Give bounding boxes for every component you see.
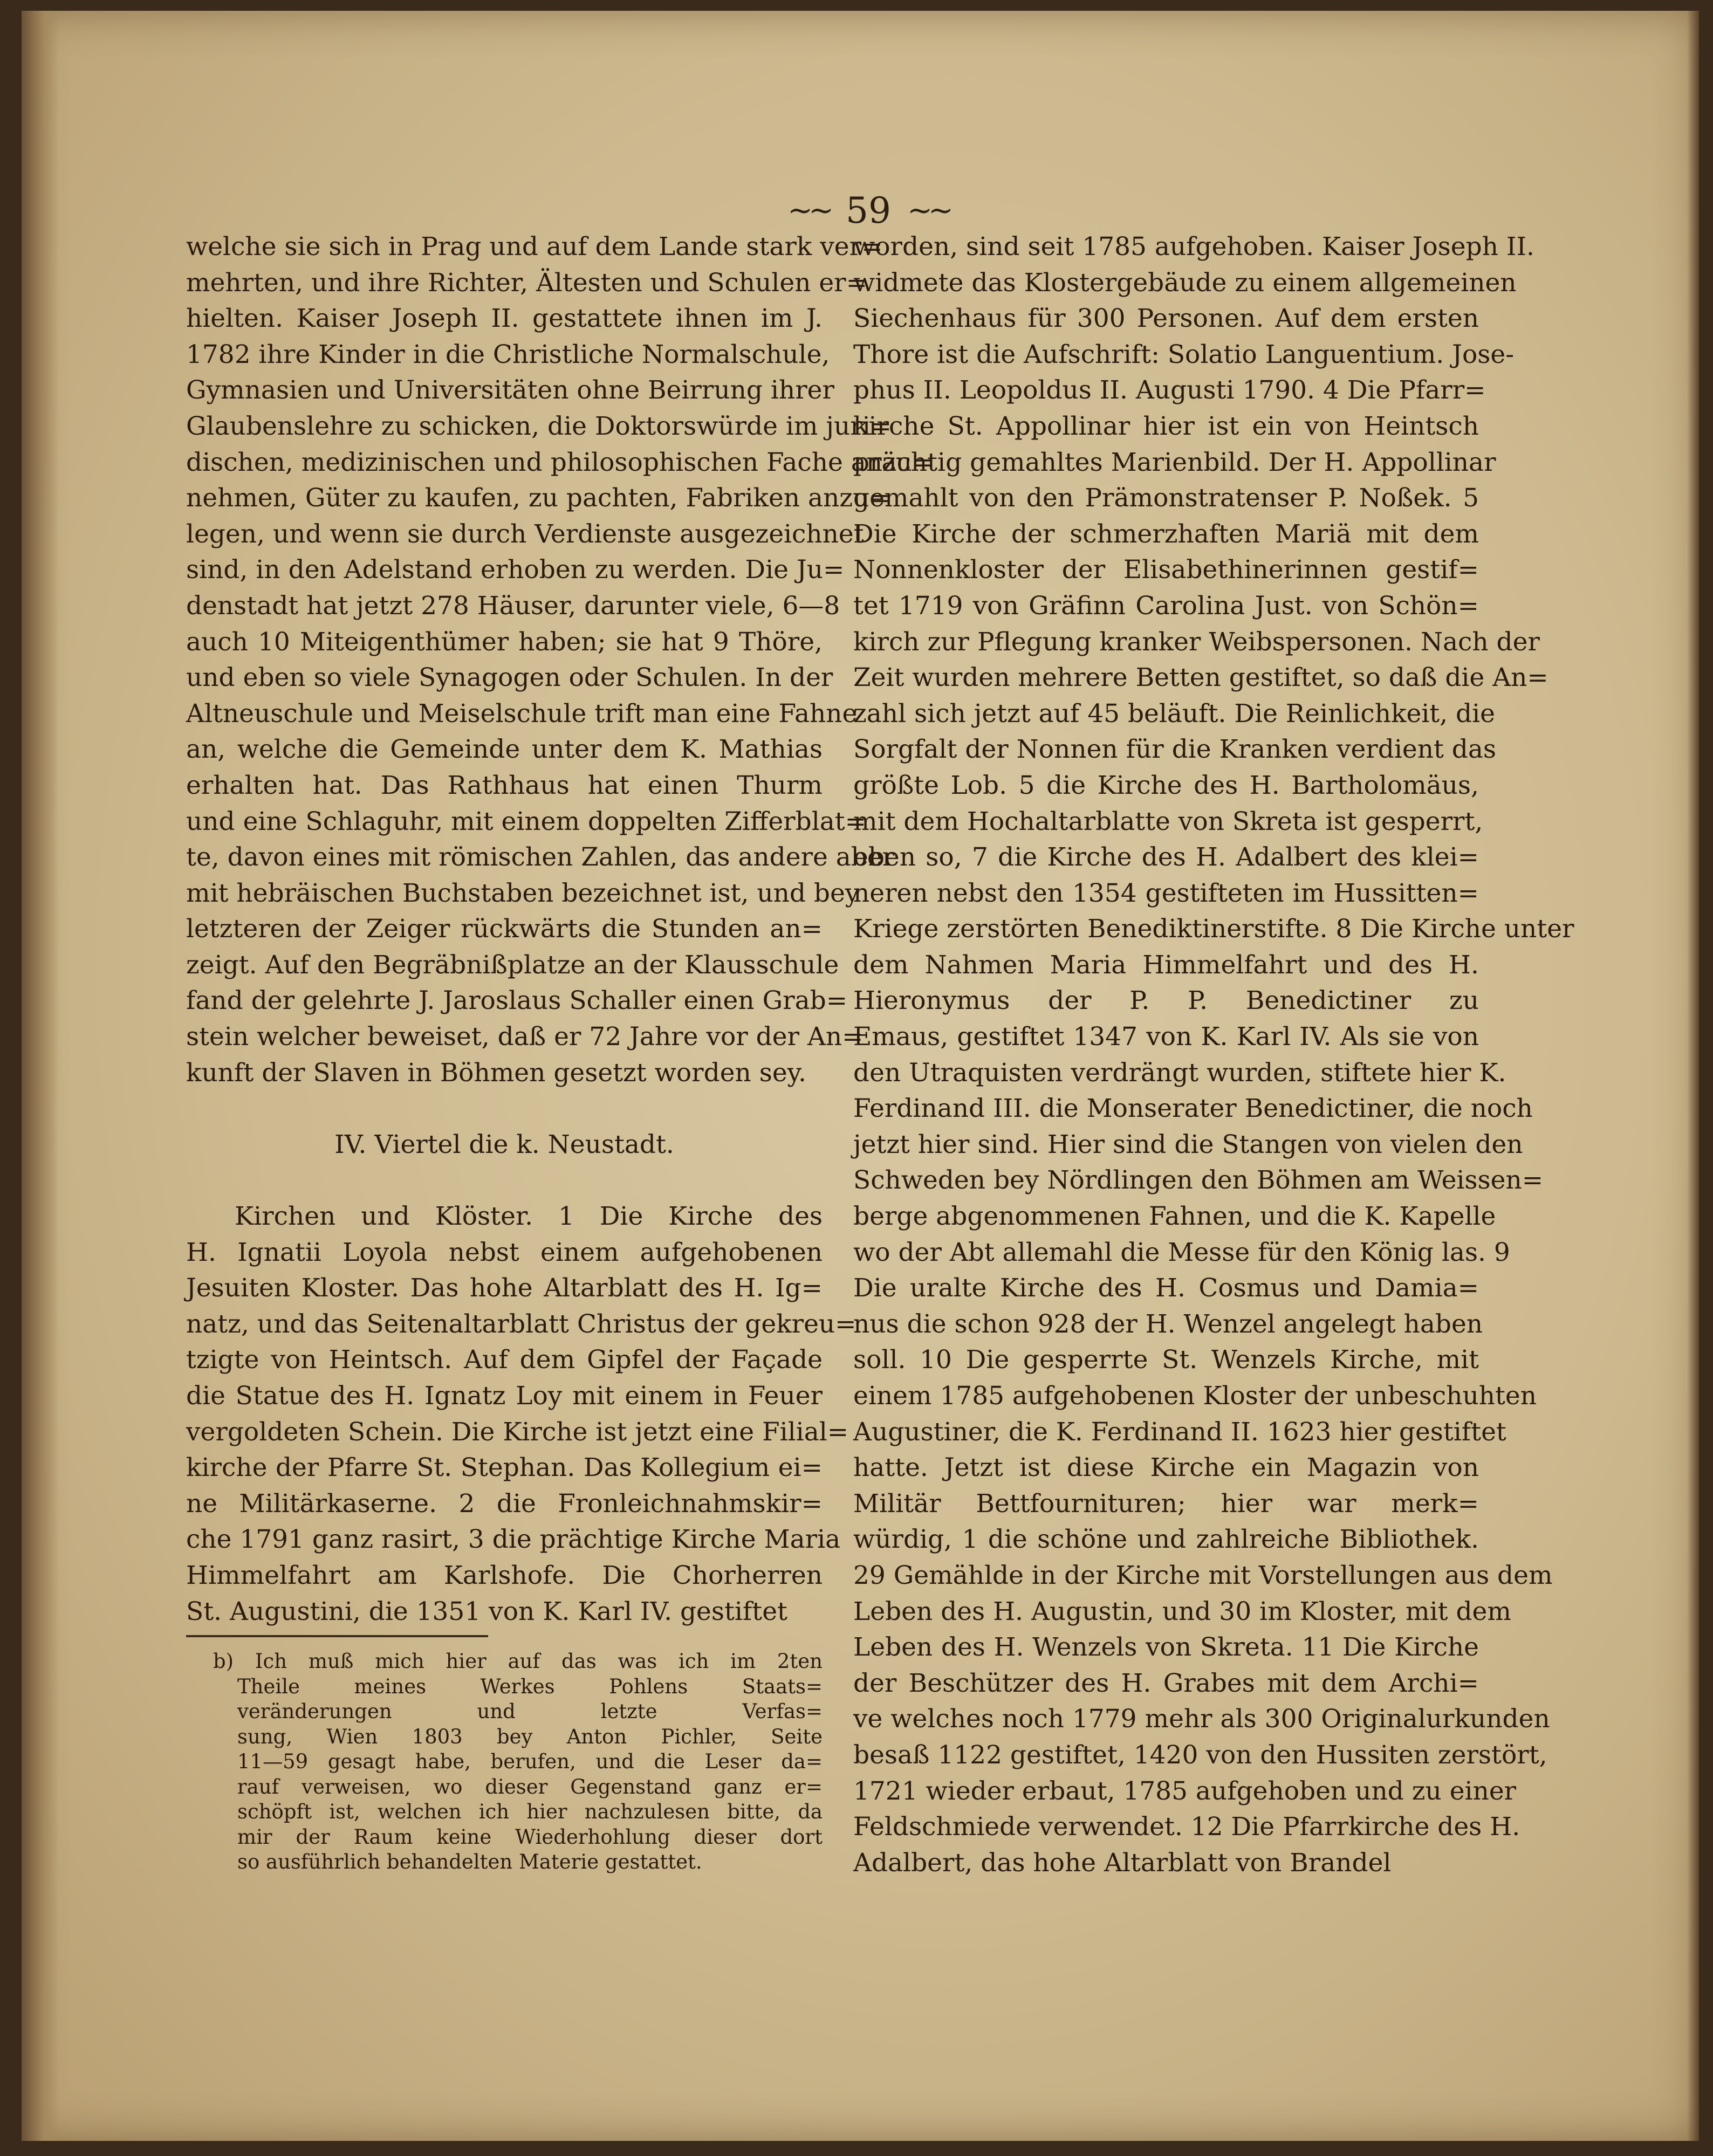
text-line (186, 1091, 823, 1127)
footnote-line: schöpft ist, welchen ich hier nachzulesen bitte, da (237, 1800, 823, 1823)
text-line: natz, und das Seitenaltarblatt Christus der gekreu= (186, 1309, 856, 1339)
text-line: Leben des H. Augustin, und 30 im Kloster, mit dem (853, 1596, 1511, 1626)
text-line: che 1791 ganz rasirt, 3 die prächtige Kirche Maria (186, 1525, 841, 1555)
page-number: 59 (846, 189, 891, 231)
text-line: neren nebst den 1354 gestifteten im Hussitten= (853, 878, 1479, 908)
ornament-right: ~~ (907, 193, 949, 228)
footnote-line: mir der Raum keine Wiederhohlung dieser dort (237, 1825, 823, 1849)
book-gutter (22, 11, 59, 2141)
text-line: vergoldeten Schein. Die Kirche ist jetzt eine Filial= (186, 1417, 849, 1447)
text-line: Feldschmiede verwendet. 12 Die Pfarrkirche des H. (853, 1812, 1520, 1842)
text-line: prächtig gemahltes Marienbild. Der H. Appollinar (853, 447, 1496, 477)
text-line: sind, in den Adelstand erhoben zu werden. Die Ju= (186, 555, 845, 585)
text-line: auch 10 Miteigenthümer haben; sie hat 9 Thöre, (186, 627, 823, 657)
text-line: und eben so viele Synagogen oder Schulen. In der (186, 663, 833, 693)
text-line (186, 1163, 823, 1199)
text-line: ne Militärkaserne. 2 die Fronleichnahmskir= (186, 1488, 823, 1519)
text-line: Kirchen und Klöster. 1 Die Kirche des (235, 1201, 823, 1232)
footnote-line: sung, Wien 1803 bey Anton Pichler, Seite (237, 1725, 823, 1748)
text-line: nehmen, Güter zu kaufen, zu pachten, Fabriken anzu= (186, 483, 890, 513)
text-line: zahl sich jetzt auf 45 beläuft. Die Reinlichkeit, die (853, 698, 1495, 729)
text-line: Thore ist die Aufschrift: Solatio Languentium. Jose- (853, 339, 1515, 369)
text-line: gemahlt von den Prämonstratenser P. Noßek. 5 (853, 483, 1479, 513)
text-line: Sorgfalt der Nonnen für die Kranken verdient das (853, 734, 1497, 765)
text-line: Emaus, gestiftet 1347 von K. Karl IV. Als sie von (853, 1022, 1479, 1052)
text-line: kirche der Pfarre St. Stephan. Das Kollegium ei= (186, 1453, 823, 1483)
footnote-line: veränderungen und letzte Verfas= (237, 1700, 823, 1723)
text-line: der Beschützer des H. Grabes mit dem Archi= (853, 1668, 1479, 1698)
text-line: eben so, 7 die Kirche des H. Adalbert des klei= (853, 842, 1479, 873)
text-line: tet 1719 von Gräfinn Carolina Just. von Schön= (853, 591, 1479, 621)
text-line: mit dem Hochaltarblatte von Skreta ist gesperrt, (853, 806, 1483, 836)
text-line: Altneuschule und Meiselschule trift man eine Fahne (186, 698, 858, 729)
text-line: mit hebräischen Buchstaben bezeichnet ist, und bey (186, 878, 860, 908)
text-line: St. Augustini, die 1351 von K. Karl IV. gestiftet (186, 1596, 787, 1626)
text-line: legen, und wenn sie durch Verdienste ausgezeichnet (186, 519, 864, 549)
text-line: fand der gelehrte J. Jaroslaus Schaller einen Grab= (186, 986, 848, 1016)
text-line: 29 Gemählde in der Kirche mit Vorstellungen aus dem (853, 1560, 1553, 1590)
page-edge (1687, 11, 1699, 2141)
text-line: besaß 1122 gestiftet, 1420 von den Hussiten zerstört, (853, 1740, 1547, 1770)
text-line: Die Kirche der schmerzhaften Mariä mit dem (853, 519, 1479, 549)
text-line: an, welche die Gemeinde unter dem K. Mathias (186, 734, 823, 765)
text-line: Ferdinand III. die Monserater Benedictiner, die noch (853, 1094, 1533, 1124)
text-line: kunft der Slaven in Böhmen gesetzt worden sey. (186, 1058, 806, 1088)
text-line: Die uralte Kirche des H. Cosmus und Damia= (853, 1273, 1479, 1303)
text-line: Militär Bettfournituren; hier war merk= (853, 1488, 1479, 1519)
text-line: hielten. Kaiser Joseph II. gestattete ihnen im J. (186, 304, 823, 334)
text-line: phus II. Leopoldus II. Augusti 1790. 4 Die Pfarr= (853, 375, 1486, 406)
text-line: Kriege zerstörten Benediktinerstifte. 8 Die Kirche unter (853, 914, 1574, 944)
text-line: Himmelfahrt am Karlshofe. Die Chorherren (186, 1560, 823, 1590)
text-line: zeigt. Auf den Begräbnißplatze an der Klausschule (186, 950, 839, 980)
text-line: Glaubenslehre zu schicken, die Doktorswürde im juri= (186, 411, 892, 441)
text-line: größte Lob. 5 die Kirche des H. Bartholomäus, (853, 770, 1479, 800)
text-line: die Statue des H. Ignatz Loy mit einem in Feuer (186, 1381, 823, 1411)
left-column (186, 229, 934, 1630)
text-line: te, davon eines mit römischen Zahlen, das andere aber (186, 842, 895, 873)
text-line: den Utraquisten verdrängt wurden, stiftete hier K. (853, 1058, 1506, 1088)
text-line: mehrten, und ihre Richter, Ältesten und Schulen er= (186, 267, 868, 298)
text-line: erhalten hat. Das Rathhaus hat einen Thurm (186, 770, 823, 800)
text-line: Siechenhaus für 300 Personen. Auf dem ersten (853, 304, 1479, 334)
text-line: kirche St. Appollinar hier ist ein von Heintsch (853, 411, 1479, 441)
right-column (853, 229, 1574, 1881)
text-line: hatte. Jetzt ist diese Kirche ein Magazin von (853, 1453, 1479, 1483)
text-line: Augustiner, die K. Ferdinand II. 1623 hier gestiftet (853, 1417, 1506, 1447)
text-line: wo der Abt allemahl die Messe für den König las. 9 (853, 1237, 1510, 1267)
text-line: stein welcher beweiset, daß er 72 Jahre vor der An= (186, 1022, 864, 1052)
text-line: Zeit wurden mehrere Betten gestiftet, so daß die An= (853, 663, 1548, 693)
text-line: widmete das Klostergebäude zu einem allgemeinen (853, 267, 1517, 298)
text-line: denstadt hat jetzt 278 Häuser, darunter viele, 6—8 (186, 591, 840, 621)
text-line: berge abgenommenen Fahnen, und die K. Kapelle (853, 1201, 1496, 1232)
text-line: kirch zur Pflegung kranker Weibspersonen. Nach der (853, 627, 1540, 657)
text-line: würdig, 1 die schöne und zahlreiche Bibliothek. (853, 1525, 1479, 1555)
text-line: tzigte von Heintsch. Auf dem Gipfel der Façade (186, 1345, 823, 1375)
text-line: ve welches noch 1779 mehr als 300 Originalurkunden (853, 1704, 1550, 1734)
ornament-left: ~~ (787, 193, 830, 228)
text-line: IV. Viertel die k. Neustadt. (334, 1129, 674, 1159)
text-line: Schweden bey Nördlingen den Böhmen am Weissen= (853, 1165, 1544, 1196)
text-line: Gymnasien und Universitäten ohne Beirrung ihrer (186, 375, 834, 406)
text-line: welche sie sich in Prag und auf dem Lande stark ver= (186, 232, 883, 262)
text-line: worden, sind seit 1785 aufgehoben. Kaiser Joseph II. (853, 232, 1534, 262)
text-line: einem 1785 aufgehobenen Kloster der unbeschuhten (853, 1381, 1537, 1411)
footnote-divider (186, 1635, 488, 1637)
text-line: dischen, medizinischen und philosophischen Fache anzu= (186, 447, 934, 477)
footnote (213, 1649, 823, 1875)
text-line: 1782 ihre Kinder in die Christliche Normalschule, (186, 339, 830, 369)
text-line: Adalbert, das hohe Altarblatt von Brandel (853, 1848, 1392, 1878)
text-line: Leben des H. Wenzels von Skreta. 11 Die Kirche (853, 1632, 1479, 1663)
footnote-line: rauf verweisen, wo dieser Gegenstand ganz er= (237, 1775, 823, 1798)
text-line: Jesuiten Kloster. Das hohe Altarblatt des H. Ig= (186, 1273, 823, 1303)
text-line: Nonnenkloster der Elisabethinerinnen gestif= (853, 555, 1479, 585)
footnote-line: so ausführlich behandelten Materie gestattet. (237, 1850, 702, 1873)
text-line: soll. 10 Die gesperrte St. Wenzels Kirche, mit (853, 1345, 1479, 1375)
text-line: Hieronymus der P. P. Benedictiner zu (853, 986, 1479, 1016)
text-line: letzteren der Zeiger rückwärts die Stunden an= (186, 914, 823, 944)
text-line: H. Ignatii Loyola nebst einem aufgehobenen (186, 1237, 823, 1267)
footnote-line: b) Ich muß mich hier auf das was ich im 2ten (213, 1650, 823, 1673)
text-line: nus die schon 928 der H. Wenzel angelegt haben (853, 1309, 1483, 1339)
text-line: jetzt hier sind. Hier sind die Stangen von vielen den (853, 1129, 1523, 1159)
footnote-line: 11—59 gesagt habe, berufen, und die Leser da= (237, 1750, 823, 1773)
text-line: und eine Schlaguhr, mit einem doppelten Zifferblat= (186, 806, 867, 836)
footnote-line: Theile meines Werkes Pohlens Staats= (237, 1674, 823, 1698)
text-line: 1721 wieder erbaut, 1785 aufgehoben und zu einer (853, 1776, 1517, 1806)
text-line: dem Nahmen Maria Himmelfahrt und des H. (853, 950, 1479, 980)
